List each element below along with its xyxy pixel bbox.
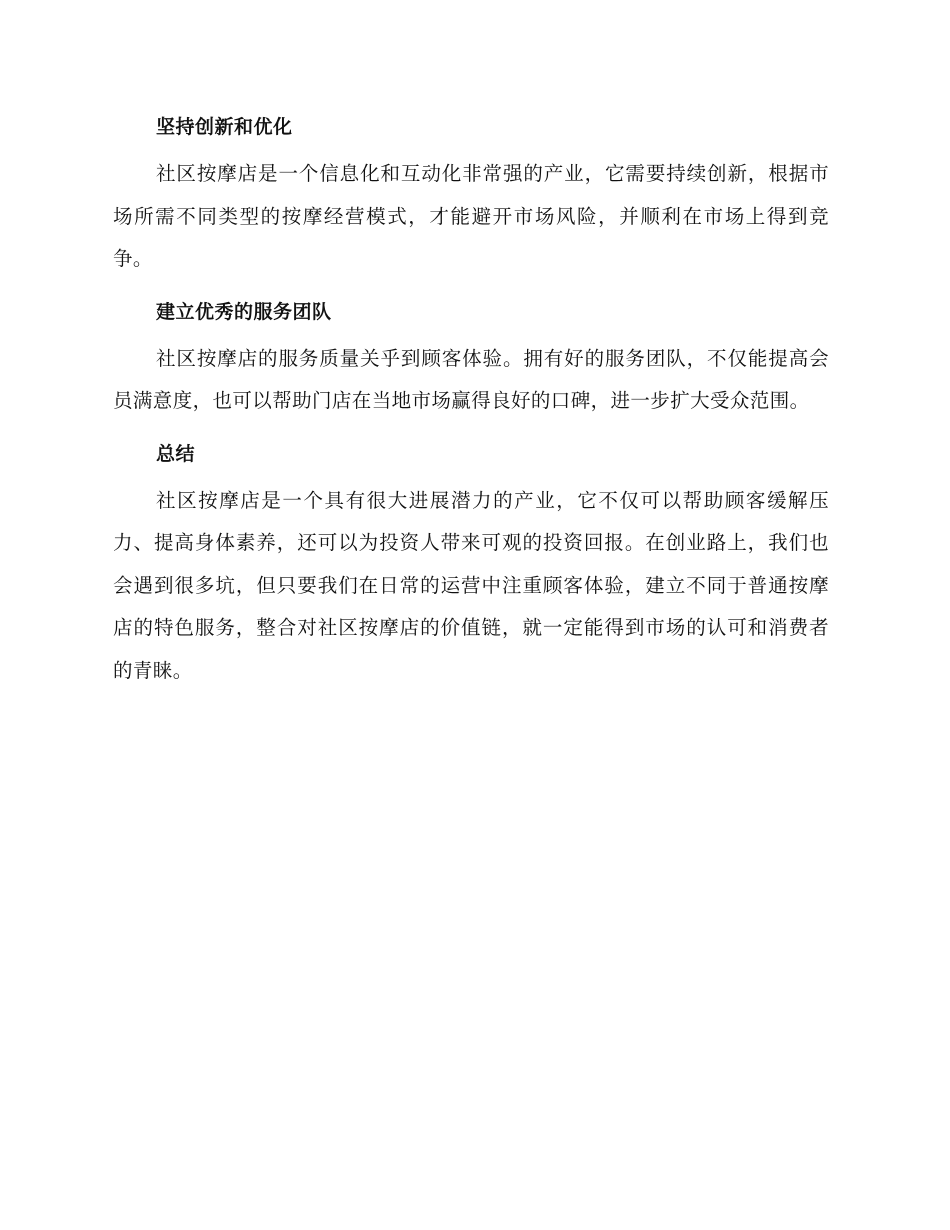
section-heading: 总结 [156, 442, 196, 465]
section-paragraph: 社区按摩店是一个信息化和互动化非常强的产业，它需要持续创新，根据市场所需不同类型的按摩经营模式，才能避开市场风险，并顺利在市场上得到竞争。 [113, 162, 829, 270]
section-summary [113, 437, 829, 693]
section-innovation [113, 110, 829, 281]
section-paragraph: 社区按摩店的服务质量关乎到顾客体验。拥有好的服务团队，不仅能提高会员满意度，也可以帮助门店在当地市场赢得良好的口碑，进一步扩大受众范围。 [113, 346, 829, 412]
section-paragraph: 社区按摩店是一个具有很大进展潜力的产业，它不仅可以帮助顾客缓解压力、提高身体素养，还可以为投资人带来可观的投资回报。在创业路上，我们也会遇到很多坑，但只要我们在日常的运营中注重顾客体验，建立不同于普通按摩店的特色服务，整合对社区按摩店的价值链，就一定能得到市场的认可和消费者的青睐。 [113, 488, 829, 682]
document-page [113, 110, 829, 706]
section-heading: 坚持创新和优化 [156, 116, 293, 138]
section-service-team [113, 295, 829, 423]
section-heading: 建立优秀的服务团队 [156, 300, 332, 323]
